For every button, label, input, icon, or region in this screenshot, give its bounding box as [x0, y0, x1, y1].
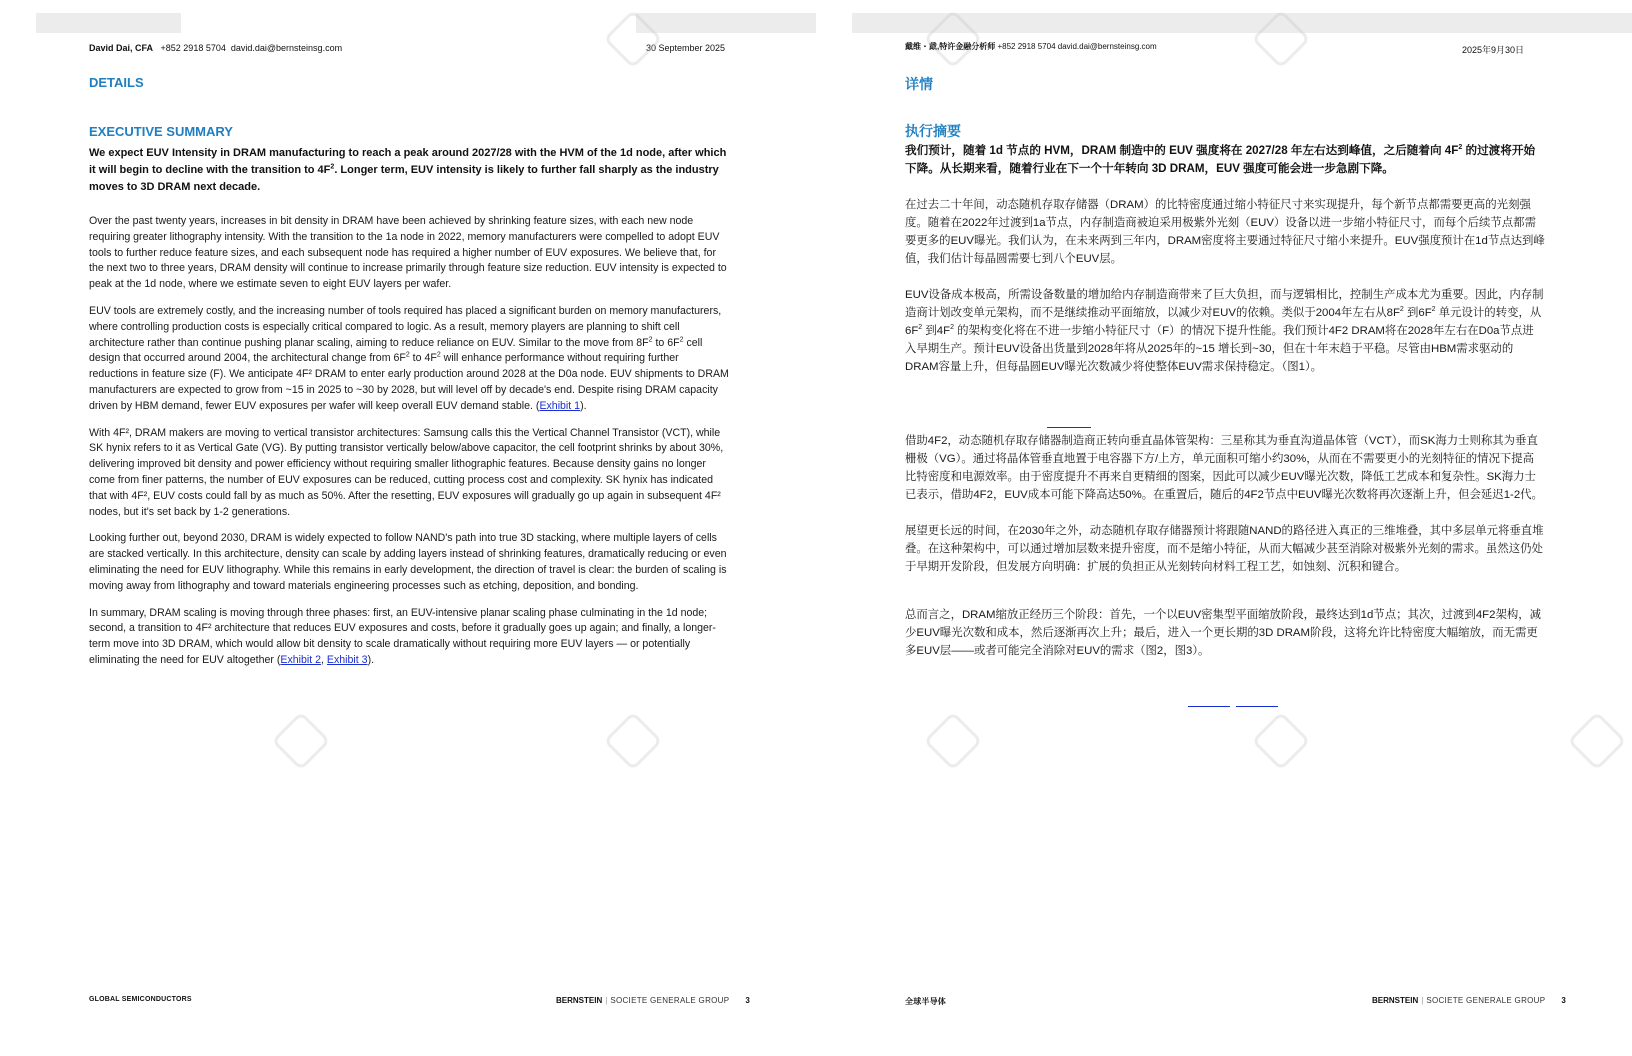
header-contact [89, 43, 342, 53]
author-email[interactable]: david.dai@bernsteinsg.com [230, 43, 343, 53]
report-date: 2025年9月30日 [1462, 45, 1525, 55]
watermark-icon [923, 711, 982, 770]
watermark-icon [1251, 711, 1310, 770]
watermark-icon [271, 711, 330, 770]
body-text [89, 145, 729, 680]
footer-category: GLOBAL SEMICONDUCTORS [89, 996, 192, 1003]
exhibit-link-underline[interactable] [1188, 706, 1230, 707]
top-strip [636, 13, 816, 33]
paragraph-3: With 4F², DRAM makers are moving to vertical transistor architectures: Samsung calls this the Vertical Channel Transistor (VCT), while SK hynix refers to it as Vertical Gate (VG). By putting transistor vertically below/above capacitor, the cell footprint shrinks by about 30%, delivering improved bit density and power efficiency without requiring smaller lithographic features. Because density gains no longer come from finer patterns, the number of EUV exposures can be reduced, cutting process cost and complexity. SK hynix has indicated that with 4F², EUV costs could fall by as much as 50%. After the resetting, EUV exposures will gradually go up again in subsequent 4F² nodes, but it's set back by 1-2 generations. [89, 426, 724, 518]
lead-paragraph: We expect EUV Intensity in DRAM manufacturing to reach a peak around 2027/28 with the HVM of the 1d node, after which it will begin to decline with the transition to $4F^2$. Longer term, EUV intensity is likely to further fall sharply as the industry moves to 3D DRAM next decade. [89, 147, 727, 193]
body-text [905, 142, 1545, 678]
subsection-title: EXECUTIVE SUMMARY [89, 124, 233, 139]
paragraph-5: In summary, DRAM scaling is moving through three phases: first, an EUV-intensive planar scaling phase culminating in the 1d node; second, a transition to 4F² architecture that reduces EUV exposures and costs, before it gradually goes up again; and finally, a longer-term move into 3D DRAM, which would allow bit density to scale dramatically without requiring more EUV layers — or potentially eliminating the need for EUV altogether (Exhibit 2, Exhibit 3). [89, 606, 716, 666]
paragraph-4: 展望更长远的时间，在2030年之外，动态随机存取存储器预计将跟随NAND的路径进入真正的三维堆叠，其中多层单元将垂直堆叠。在这种架构中，可以通过增加层数来提升密度，而不是缩小特征，从而大幅减少甚至消除对极紫外光刻的需求。虽然这仍处于早期开发阶段，但发展方向明确：扩展的负担正从光刻转向材料工程工艺，如蚀刻、沉积和键合。 [905, 525, 1544, 573]
watermark-icon [1567, 711, 1626, 770]
exhibit-link-underline[interactable] [1236, 706, 1278, 707]
paragraph-4: Looking further out, beyond 2030, DRAM is widely expected to follow NAND's path into true 3D stacking, where multiple layers of cells are stacked vertically. In this architecture, density can scale by adding layers instead of shrinking features, dramatically reducing or even eliminating the need for EUV lithography. While this remains in early development, the direction of travel is clear: the burden of scaling is moving away from lithography and toward materials engineering processes such as etching, deposition, and bonding. [89, 532, 727, 592]
chinese-page [816, 0, 1632, 1056]
lead-paragraph: 我们预计，随着 1d 节点的 HVM，DRAM 制造中的 EUV 强度将在 2027/28 年左右达到峰值，之后随着向 $4F^2$ 的过渡将开始下降。从长期来看，随着行业在下一个十年转向 3D DRAM，EUV 强度可能会进一步急剧下降。 [905, 144, 1536, 175]
paragraph-5: 总而言之，DRAM缩放正经历三个阶段：首先，一个以EUV密集型平面缩放阶段，最终达到1d节点；其次，过渡到4F2架构，减少EUV曝光次数和成本，然后逐渐再次上升；最后，进入一个更长期的3D DRAM阶段，这将允许比特密度大幅缩放，而无需更多EUV层——或者可能完全消除对EUV的需求（图2，图3）。 [905, 609, 1542, 657]
page-number: 3 [1561, 996, 1566, 1005]
exhibit-3-link[interactable]: Exhibit 3 [326, 653, 368, 666]
exhibit-2-link[interactable]: Exhibit 2 [280, 653, 322, 666]
section-title: 详情 [905, 76, 933, 92]
subsection-title: 执行摘要 [905, 123, 961, 139]
paragraph-1: Over the past twenty years, increases in bit density in DRAM have been achieved by shrinking feature sizes, with each new node requiring greater lithography intensity. With the transition to the 1a node in 2022, memory manufacturers were compelled to adopt EUV tools to further reduce feature sizes, and each subsequent node has required a higher number of EUV exposures. We believe that, for the next two to three years, DRAM density will continue to increase primarily through feature size reduction. EUV intensity is expected to peak at the 1d node, where we estimate seven to eight EUV layers per wafer. [89, 215, 727, 291]
paragraph-1: 在过去二十年间，动态随机存取存储器（DRAM）的比特密度通过缩小特征尺寸来实现提升，每个新节点都需要更高的光刻强度。随着在2022年过渡到1a节点，内存制造商被迫采用极紫外光刻（EUV）设备以进一步缩小特征尺寸，而每个后续节点都需要更多的EUV曝光。我们认为，在未来两到三年内，DRAM密度将主要通过特征尺寸缩小来提升。EUV强度预计在1d节点达到峰值，我们估计每晶圆需要七到八个EUV层。 [905, 199, 1545, 265]
footer-brand: BERNSTEIN | SOCIETE GENERALE GROUP 3 [1372, 996, 1566, 1005]
author-name: David Dai, CFA [89, 43, 154, 53]
report-date: 30 September 2025 [646, 43, 726, 53]
footer-brand: BERNSTEIN | SOCIETE GENERALE GROUP 3 [556, 996, 750, 1005]
brand-logo: BERNSTEIN [1372, 996, 1419, 1005]
author-phone: +852 2918 5704 [160, 43, 226, 53]
paragraph-2: EUV tools are extremely costly, and the increasing number of tools required has placed a significant burden on memory manufacturers, where controlling production costs is especially critical compared to logic. As a result, memory players are planning to shift cell architecture rather than continue pushing planar scaling, aiming to reduce reliance on EUV. Similar to the move from $8F^2$ to $6F^2$ cell design that occurred around 2004, the architectural change from $6F^2$ to $4F^2$ will enhance performance without requiring further reductions in feature size (F). We anticipate 4F² DRAM to enter early production around 2028 at the D0a node. EUV shipments to DRAM manufacturers are expected to grow from ~15 in 2025 to ~30 by 2028, but will level off by decade's end. Despite rising DRAM capacity driven by HBM demand, fewer EUV exposures per wafer will keep overall EUV demand stable. (Exhibit 1). [89, 304, 729, 412]
footer-category: 全球半导体 [905, 997, 946, 1006]
section-title: DETAILS [89, 75, 144, 90]
page-number: 3 [745, 996, 750, 1005]
author-name: 戴维・戴,特许金融分析师 [905, 42, 996, 51]
paragraph-2: EUV设备成本极高，所需设备数量的增加给内存制造商带来了巨大负担，而与逻辑相比，控制生产成本尤为重要。因此，内存制造商计划改变单元架构，而不是继续推动平面缩放，以减少对EUV的依赖。类似于2004年左右从$8F^2$ 到$6F^2$ 单元设计的转变，从$6F^2$ 到$4F^2$ 的架构变化将在不进一步缩小特征尺寸（F）的情况下提升性能。我们预计4F2 DRAM将在2028年左右在D0a节点进入早期生产。预计EUV设备出货量到2028年将从2025年的~15 增长到~30，但在十年末趋于平稳。尽管由HBM需求驱动的DRAM容量上升，但每晶圆EUV曝光次数减少将使整体EUV需求保持稳定。（图1）。 [905, 289, 1544, 373]
exhibit-link-underline[interactable] [1047, 427, 1091, 428]
top-strip [36, 13, 181, 33]
exhibit-1-link[interactable]: Exhibit 1 [539, 399, 581, 412]
watermark-icon [603, 711, 662, 770]
author-phone: +852 2918 5704 [997, 42, 1056, 51]
author-email[interactable]: david.dai@bernsteinsg.com [1057, 42, 1157, 51]
paragraph-3: 借助4F2，动态随机存取存储器制造商正转向垂直晶体管架构：三星称其为垂直沟道晶体管（VCT），而SK海力士则称其为垂直栅极（VG）。通过将晶体管垂直地置于电容器下方/上方，单元面积可缩小约30%，从而在不需要更小的光刻特征的情况下提高比特密度和电源效率。由于密度提升不再来自更精细的图案，因此可以减少EUV曝光次数，降低工艺成本和复杂性。SK海力士已表示，借助4F2，EUV成本可能下降高达50%。在重置后，随后的4F2节点中EUV曝光次数将再次逐渐上升，但会延迟1-2代。 [905, 435, 1543, 501]
brand-logo: BERNSTEIN [556, 996, 603, 1005]
